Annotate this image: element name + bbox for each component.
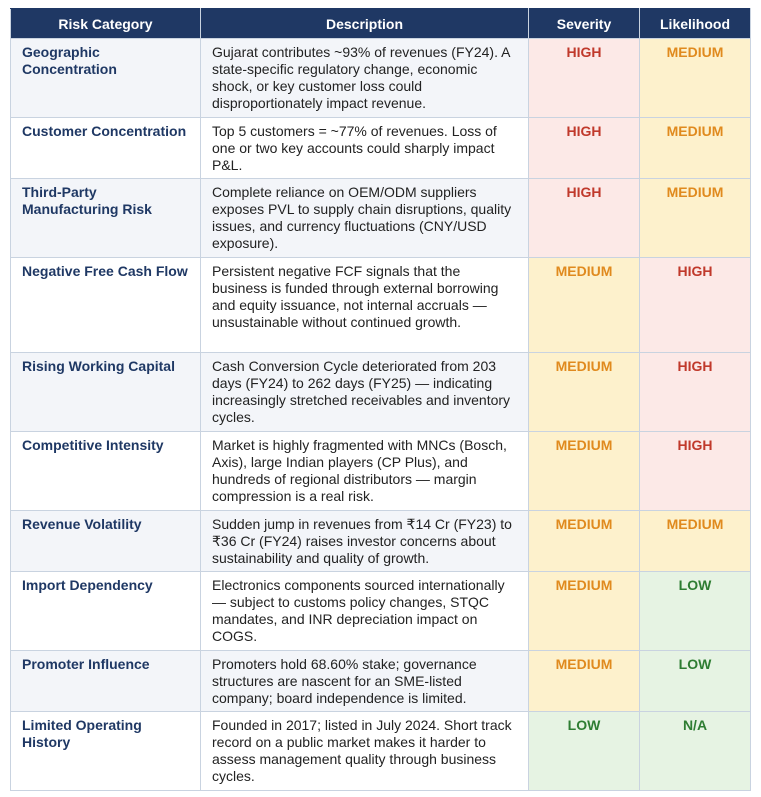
severity-cell: HIGH xyxy=(529,179,640,258)
table-row xyxy=(11,179,751,258)
risk-category-cell: Promoter Influence xyxy=(11,651,201,712)
risk-category-cell: Customer Concentration xyxy=(11,118,201,179)
severity-cell: LOW xyxy=(529,712,640,791)
likelihood-cell: MEDIUM xyxy=(640,39,751,118)
table-row xyxy=(11,432,751,511)
description-cell: Gujarat contributes ~93% of revenues (FY24). A state-specific regulatory change, economic shock, or key customer loss could disproportionately impact revenue. xyxy=(201,39,529,118)
severity-cell: MEDIUM xyxy=(529,651,640,712)
description-cell: Persistent negative FCF signals that the business is funded through external borrowing and equity issuance, not internal accruals — unsustainable without continued growth. xyxy=(201,258,529,353)
header-risk-category: Risk Category xyxy=(11,9,201,39)
header-likelihood: Likelihood xyxy=(640,9,751,39)
header-description: Description xyxy=(201,9,529,39)
severity-cell: HIGH xyxy=(529,39,640,118)
description-cell: Electronics components sourced internationally — subject to customs policy changes, STQC mandates, and INR depreciation impact on COGS. xyxy=(201,572,529,651)
likelihood-cell: N/A xyxy=(640,712,751,791)
table-row xyxy=(11,39,751,118)
likelihood-cell: LOW xyxy=(640,651,751,712)
severity-cell: MEDIUM xyxy=(529,511,640,572)
table-row xyxy=(11,353,751,432)
risk-category-cell: Geographic Concentration xyxy=(11,39,201,118)
description-cell: Cash Conversion Cycle deteriorated from 203 days (FY24) to 262 days (FY25) — indicating increasingly stretched receivables and inventory cycles. xyxy=(201,353,529,432)
severity-cell: MEDIUM xyxy=(529,353,640,432)
risk-table xyxy=(10,8,751,791)
table-row xyxy=(11,572,751,651)
risk-table-container xyxy=(10,8,750,791)
risk-category-cell: Competitive Intensity xyxy=(11,432,201,511)
table-row xyxy=(11,511,751,572)
likelihood-cell: MEDIUM xyxy=(640,511,751,572)
description-cell: Complete reliance on OEM/ODM suppliers exposes PVL to supply chain disruptions, quality issues, and currency fluctuations (CNY/USD exposure). xyxy=(201,179,529,258)
likelihood-cell: HIGH xyxy=(640,258,751,353)
risk-category-cell: Limited Operating History xyxy=(11,712,201,791)
table-header-row xyxy=(11,9,751,39)
description-cell: Promoters hold 68.60% stake; governance structures are nascent for an SME-listed company; board independence is limited. xyxy=(201,651,529,712)
risk-category-cell: Revenue Volatility xyxy=(11,511,201,572)
table-row xyxy=(11,258,751,353)
risk-category-cell: Import Dependency xyxy=(11,572,201,651)
risk-category-cell: Negative Free Cash Flow xyxy=(11,258,201,353)
risk-category-cell: Third-Party Manufacturing Risk xyxy=(11,179,201,258)
risk-category-cell: Rising Working Capital xyxy=(11,353,201,432)
description-cell: Sudden jump in revenues from ₹14 Cr (FY23) to ₹36 Cr (FY24) raises investor concerns about sustainability and quality of growth. xyxy=(201,511,529,572)
likelihood-cell: MEDIUM xyxy=(640,118,751,179)
description-cell: Top 5 customers = ~77% of revenues. Loss of one or two key accounts could sharply impact P&L. xyxy=(201,118,529,179)
header-severity: Severity xyxy=(529,9,640,39)
severity-cell: MEDIUM xyxy=(529,572,640,651)
severity-cell: HIGH xyxy=(529,118,640,179)
severity-cell: MEDIUM xyxy=(529,258,640,353)
table-row xyxy=(11,118,751,179)
description-cell: Founded in 2017; listed in July 2024. Short track record on a public market makes it harder to assess management quality through business cycles. xyxy=(201,712,529,791)
description-cell: Market is highly fragmented with MNCs (Bosch, Axis), large Indian players (CP Plus), and hundreds of regional distributors — margin compression is a real risk. xyxy=(201,432,529,511)
likelihood-cell: HIGH xyxy=(640,432,751,511)
likelihood-cell: MEDIUM xyxy=(640,179,751,258)
likelihood-cell: LOW xyxy=(640,572,751,651)
table-row xyxy=(11,712,751,791)
severity-cell: MEDIUM xyxy=(529,432,640,511)
likelihood-cell: HIGH xyxy=(640,353,751,432)
table-row xyxy=(11,651,751,712)
